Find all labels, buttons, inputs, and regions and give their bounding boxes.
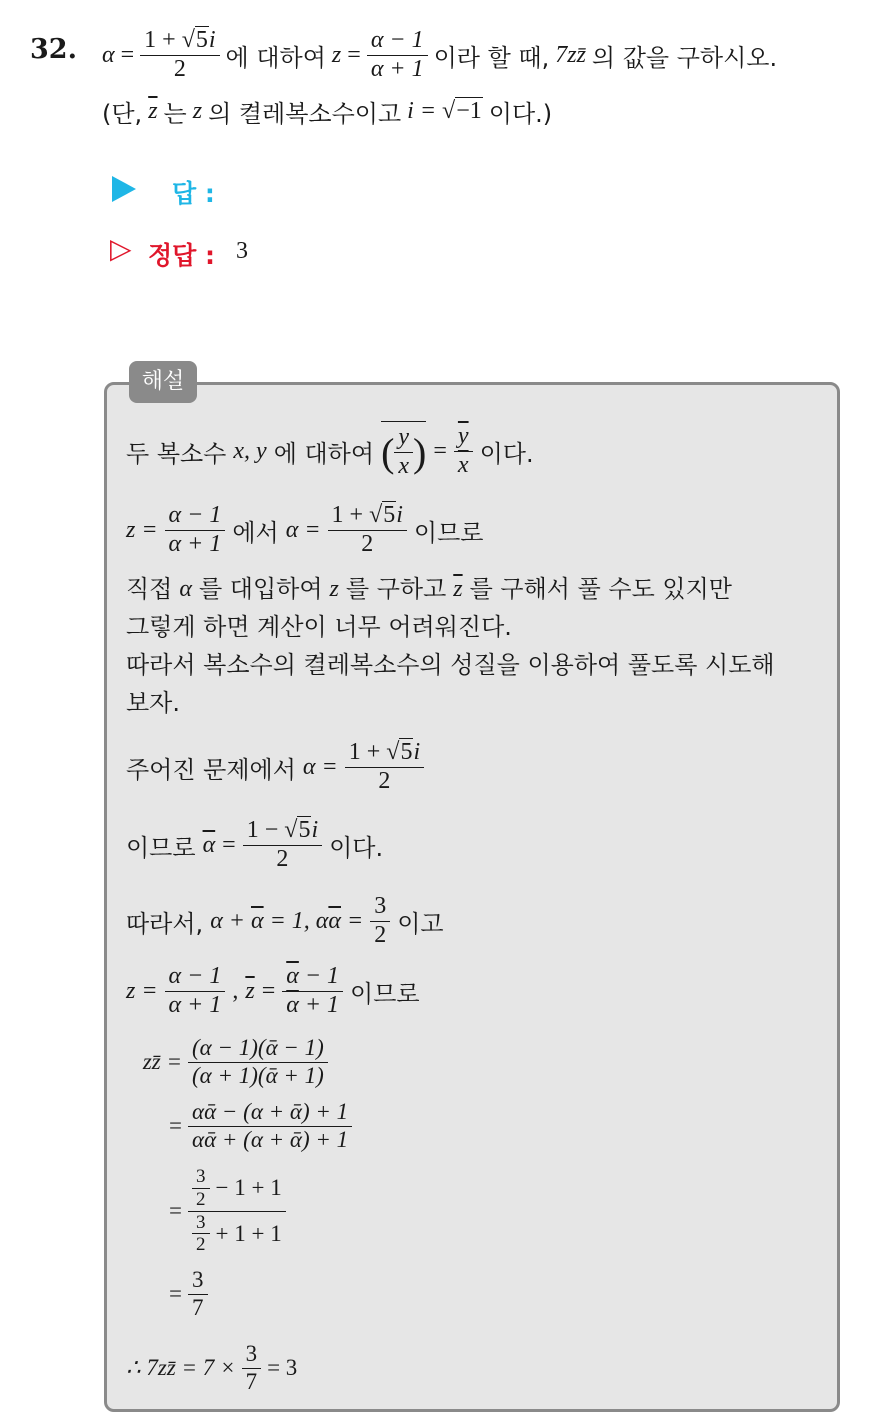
equals-sign: = xyxy=(120,41,135,68)
solution-line-alpha-bar: 이므로 $\overline{\alpha}$ = $\frac{1 - √5i}{2}$ 이다. xyxy=(126,816,384,872)
alpha-symbol: α xyxy=(102,41,115,68)
alpha-fraction: $\frac{1 + √5i}{2}$ xyxy=(140,27,219,83)
solution-line-alpha: 주어진 문제에서 α = $\frac{1 + √5i}{2}$ xyxy=(126,728,826,806)
solution-content xyxy=(126,420,826,1404)
z-symbol: z xyxy=(331,41,342,68)
question-number: 32. xyxy=(30,34,77,65)
solution-line-sum-product: 따라서, $\alpha + \overline{\alpha} = 1$, $\alpha\overline{\alpha}$ = $\frac{3}{2}$ 이고 xyxy=(126,892,444,948)
correct-answer-label: 정답 : xyxy=(148,241,216,270)
problem-note: (단, $\overline{z}$ 는 z 의 켤레복소수이고 i = √−1 이다.) xyxy=(102,98,553,128)
solution-paragraph: 직접 α 를 대입하여 z 를 구하고 $\overline{z}$ 를 구해서 풀 수도 있지만 그렇게 하면 계산이 너무 어려워진다. 따라서 복소수의 켤레복소수의 성질을 이용하여 풀도록 시도해 보자. xyxy=(126,575,775,717)
target-expression: 7zz̄ xyxy=(555,41,586,68)
z-fraction: $\frac{\alpha - 1}{\alpha + 1}$ xyxy=(367,27,428,83)
solution-tag: 해설 xyxy=(129,361,197,403)
solution-line-conjugate-rule: 두 복소수 x, y 에 대하여 ( $\frac{y}{x}$ ) = $\frac{\overline{y}}{x}$ 이다. xyxy=(126,422,534,479)
solution-computation: zz̄ = $\frac{\text{(α − 1)(ᾱ − 1)}}{\text{(α + 1)(ᾱ + 1)}}$ = $\frac{\text{αᾱ − (α + ᾱ) + 1}}{\text{αᾱ + (α + ᾱ) + 1}}$ = $\frac{3}{2}$ − 1 + 1 $\frac{3}{2}$ + 1 + 1 = $\frac{3}{7}$ ∴ 7zz̄ = 7 × $\frac{3}{7}$ = 3 xyxy=(126,1030,826,1404)
answer-label: 답 : xyxy=(172,179,215,208)
text-when: 이라 할 때, xyxy=(433,43,550,72)
text-for: 에 대하여 xyxy=(225,43,326,72)
play-arrow-icon xyxy=(112,176,136,202)
solution-line-given: z = $\frac{\alpha - 1}{\alpha + 1}$ 에서 α = $\frac{1 + √5i}{2}$ 이므로 xyxy=(126,501,484,557)
problem-statement: α = $\frac{1 + √5i}{2}$ 에 대하여 z = $\frac{\alpha - 1}{\alpha + 1}$ 이라 할 때, 7zz̄ 의 값을 구하시오. xyxy=(102,26,778,82)
text-find: 의 값을 구하시오. xyxy=(591,43,778,72)
final-result: ∴ 7zz̄ = 7 × $\frac{3}{7}$ = 3 xyxy=(126,1341,298,1394)
solution-line-z-zbar: z = $\frac{\alpha - 1}{\alpha + 1}$ , $\overline{z}$ = $\frac{\overline{\alpha} - 1}{\overline{\alpha} + 1}$ 이므로 xyxy=(126,962,420,1018)
correct-answer-value: 3 xyxy=(236,238,248,264)
outline-arrow-icon: ▷ xyxy=(110,232,132,265)
